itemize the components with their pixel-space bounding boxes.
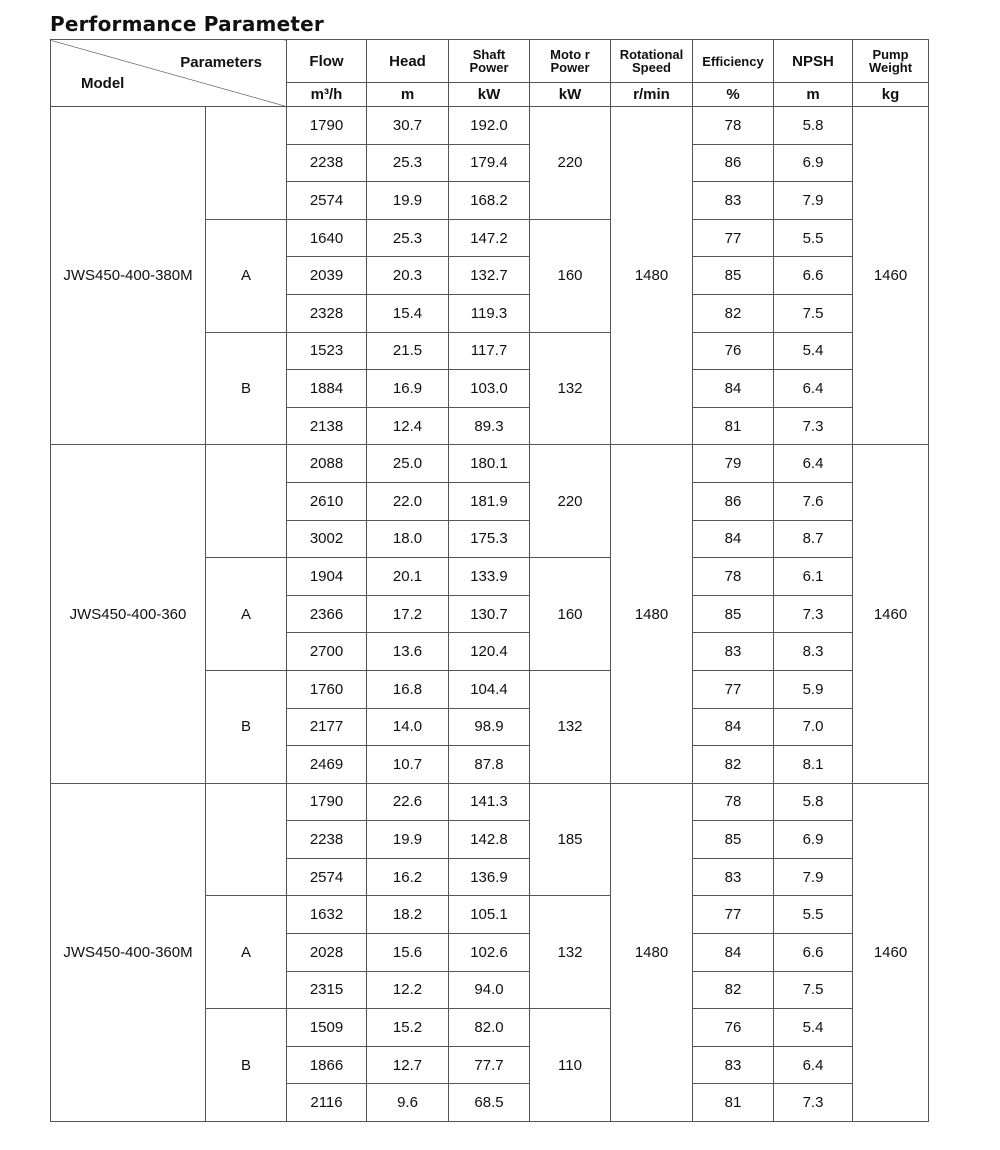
npsh-value: 5.4 [774, 332, 853, 370]
motor-power-value: 132 [530, 896, 611, 1009]
variant-label: B [206, 670, 287, 783]
npsh-value: 6.9 [774, 821, 853, 859]
header-rotational-speed: Rotational Speed [611, 40, 693, 83]
efficiency-value: 82 [693, 971, 774, 1009]
npsh-value: 7.3 [774, 1084, 853, 1122]
npsh-value: 5.5 [774, 219, 853, 257]
shaft-power-value: 104.4 [449, 670, 530, 708]
motor-power-value: 132 [530, 332, 611, 445]
shaft-power-value: 89.3 [449, 407, 530, 445]
head-value: 25.3 [367, 144, 449, 182]
npsh-value: 5.9 [774, 670, 853, 708]
head-value: 20.1 [367, 558, 449, 596]
shaft-power-value: 82.0 [449, 1009, 530, 1047]
flow-value: 2088 [287, 445, 367, 483]
head-value: 12.4 [367, 407, 449, 445]
flow-value: 2028 [287, 934, 367, 972]
npsh-value: 5.4 [774, 1009, 853, 1047]
head-value: 16.9 [367, 370, 449, 408]
head-value: 19.9 [367, 821, 449, 859]
head-value: 14.0 [367, 708, 449, 746]
npsh-value: 6.6 [774, 934, 853, 972]
efficiency-value: 76 [693, 1009, 774, 1047]
efficiency-value: 84 [693, 708, 774, 746]
npsh-value: 7.5 [774, 294, 853, 332]
head-value: 12.2 [367, 971, 449, 1009]
variant-label: A [206, 896, 287, 1009]
shaft-power-value: 175.3 [449, 520, 530, 558]
header-npsh: NPSH [774, 40, 853, 83]
shaft-power-value: 103.0 [449, 370, 530, 408]
npsh-value: 7.9 [774, 182, 853, 220]
head-value: 18.0 [367, 520, 449, 558]
table-row [51, 445, 929, 483]
efficiency-value: 82 [693, 746, 774, 784]
flow-value: 2039 [287, 257, 367, 295]
variant-label [206, 107, 287, 220]
flow-value: 1790 [287, 107, 367, 145]
model-name: JWS450-400-380M [51, 107, 206, 445]
head-value: 16.2 [367, 858, 449, 896]
flow-value: 2315 [287, 971, 367, 1009]
npsh-value: 8.1 [774, 746, 853, 784]
efficiency-value: 78 [693, 107, 774, 145]
head-value: 15.2 [367, 1009, 449, 1047]
npsh-value: 7.3 [774, 407, 853, 445]
flow-value: 2469 [287, 746, 367, 784]
shaft-power-value: 102.6 [449, 934, 530, 972]
efficiency-value: 76 [693, 332, 774, 370]
head-value: 25.3 [367, 219, 449, 257]
npsh-value: 7.3 [774, 595, 853, 633]
npsh-value: 6.1 [774, 558, 853, 596]
motor-power-value: 160 [530, 219, 611, 332]
shaft-power-value: 68.5 [449, 1084, 530, 1122]
head-value: 18.2 [367, 896, 449, 934]
npsh-value: 7.6 [774, 482, 853, 520]
npsh-value: 7.9 [774, 858, 853, 896]
head-value: 25.0 [367, 445, 449, 483]
shaft-power-value: 98.9 [449, 708, 530, 746]
unit-head: m [367, 83, 449, 107]
header-motor-power: Moto r Power [530, 40, 611, 83]
pump-weight-value: 1460 [853, 107, 929, 445]
motor-power-value: 220 [530, 445, 611, 558]
table-row [51, 107, 929, 145]
efficiency-value: 83 [693, 858, 774, 896]
head-value: 22.6 [367, 783, 449, 821]
efficiency-value: 85 [693, 595, 774, 633]
flow-value: 2116 [287, 1084, 367, 1122]
flow-value: 1790 [287, 783, 367, 821]
head-value: 21.5 [367, 332, 449, 370]
flow-value: 2177 [287, 708, 367, 746]
shaft-power-value: 168.2 [449, 182, 530, 220]
npsh-value: 6.9 [774, 144, 853, 182]
efficiency-value: 85 [693, 257, 774, 295]
npsh-value: 6.4 [774, 1046, 853, 1084]
motor-power-value: 160 [530, 558, 611, 671]
variant-label [206, 445, 287, 558]
flow-value: 2138 [287, 407, 367, 445]
variant-label: B [206, 1009, 287, 1122]
head-value: 15.6 [367, 934, 449, 972]
variant-label: A [206, 558, 287, 671]
shaft-power-value: 87.8 [449, 746, 530, 784]
table-row [51, 783, 929, 821]
flow-value: 1523 [287, 332, 367, 370]
npsh-value: 7.0 [774, 708, 853, 746]
pump-weight-value: 1460 [853, 783, 929, 1121]
shaft-power-value: 179.4 [449, 144, 530, 182]
npsh-value: 6.4 [774, 445, 853, 483]
head-value: 10.7 [367, 746, 449, 784]
unit-motor-power: kW [530, 83, 611, 107]
shaft-power-value: 192.0 [449, 107, 530, 145]
efficiency-value: 77 [693, 896, 774, 934]
variant-label [206, 783, 287, 896]
efficiency-value: 77 [693, 219, 774, 257]
flow-value: 2366 [287, 595, 367, 633]
flow-value: 2574 [287, 182, 367, 220]
npsh-value: 5.8 [774, 783, 853, 821]
efficiency-value: 77 [693, 670, 774, 708]
npsh-value: 8.3 [774, 633, 853, 671]
head-value: 9.6 [367, 1084, 449, 1122]
rotational-speed-value: 1480 [611, 783, 693, 1121]
unit-efficiency: % [693, 83, 774, 107]
efficiency-value: 83 [693, 1046, 774, 1084]
flow-value: 1884 [287, 370, 367, 408]
head-value: 17.2 [367, 595, 449, 633]
unit-shaft-power: kW [449, 83, 530, 107]
efficiency-value: 86 [693, 144, 774, 182]
motor-power-value: 185 [530, 783, 611, 896]
shaft-power-value: 77.7 [449, 1046, 530, 1084]
shaft-power-value: 117.7 [449, 332, 530, 370]
efficiency-value: 78 [693, 783, 774, 821]
efficiency-value: 86 [693, 482, 774, 520]
shaft-power-value: 132.7 [449, 257, 530, 295]
pump-weight-value: 1460 [853, 445, 929, 783]
shaft-power-value: 119.3 [449, 294, 530, 332]
variant-label: B [206, 332, 287, 445]
variant-label: A [206, 219, 287, 332]
shaft-power-value: 181.9 [449, 482, 530, 520]
head-value: 19.9 [367, 182, 449, 220]
head-value: 20.3 [367, 257, 449, 295]
header-shaft-power: Shaft Power [449, 40, 530, 83]
shaft-power-value: 94.0 [449, 971, 530, 1009]
npsh-value: 7.5 [774, 971, 853, 1009]
flow-value: 1866 [287, 1046, 367, 1084]
efficiency-value: 81 [693, 1084, 774, 1122]
shaft-power-value: 147.2 [449, 219, 530, 257]
motor-power-value: 110 [530, 1009, 611, 1122]
flow-value: 2574 [287, 858, 367, 896]
head-value: 15.4 [367, 294, 449, 332]
model-name: JWS450-400-360M [51, 783, 206, 1121]
flow-value: 1904 [287, 558, 367, 596]
shaft-power-value: 136.9 [449, 858, 530, 896]
page-title: Performance Parameter [50, 12, 324, 36]
header-efficiency: Efficiency [693, 40, 774, 83]
efficiency-value: 81 [693, 407, 774, 445]
head-value: 12.7 [367, 1046, 449, 1084]
flow-value: 2238 [287, 144, 367, 182]
header-pump-weight: Pump Weight [853, 40, 929, 83]
efficiency-value: 82 [693, 294, 774, 332]
npsh-value: 5.5 [774, 896, 853, 934]
npsh-value: 8.7 [774, 520, 853, 558]
efficiency-value: 78 [693, 558, 774, 596]
rotational-speed-value: 1480 [611, 107, 693, 445]
header-model: Model [81, 75, 125, 92]
shaft-power-value: 180.1 [449, 445, 530, 483]
efficiency-value: 85 [693, 821, 774, 859]
model-name: JWS450-400-360 [51, 445, 206, 783]
header-corner [51, 40, 287, 107]
efficiency-value: 84 [693, 934, 774, 972]
npsh-value: 5.8 [774, 107, 853, 145]
header-parameters: Parameters [180, 54, 262, 71]
head-value: 22.0 [367, 482, 449, 520]
unit-npsh: m [774, 83, 853, 107]
head-value: 30.7 [367, 107, 449, 145]
header-flow: Flow [287, 40, 367, 83]
efficiency-value: 79 [693, 445, 774, 483]
flow-value: 1760 [287, 670, 367, 708]
header-head: Head [367, 40, 449, 83]
unit-rotational-speed: r/min [611, 83, 693, 107]
table-body [51, 107, 929, 1122]
shaft-power-value: 130.7 [449, 595, 530, 633]
efficiency-value: 84 [693, 520, 774, 558]
flow-value: 2328 [287, 294, 367, 332]
rotational-speed-value: 1480 [611, 445, 693, 783]
flow-value: 1632 [287, 896, 367, 934]
shaft-power-value: 105.1 [449, 896, 530, 934]
efficiency-value: 83 [693, 633, 774, 671]
unit-pump-weight: kg [853, 83, 929, 107]
npsh-value: 6.6 [774, 257, 853, 295]
flow-value: 1640 [287, 219, 367, 257]
efficiency-value: 83 [693, 182, 774, 220]
head-value: 13.6 [367, 633, 449, 671]
npsh-value: 6.4 [774, 370, 853, 408]
performance-table [50, 39, 929, 1122]
shaft-power-value: 133.9 [449, 558, 530, 596]
unit-flow: m³/h [287, 83, 367, 107]
efficiency-value: 84 [693, 370, 774, 408]
flow-value: 1509 [287, 1009, 367, 1047]
flow-value: 3002 [287, 520, 367, 558]
shaft-power-value: 120.4 [449, 633, 530, 671]
motor-power-value: 132 [530, 670, 611, 783]
head-value: 16.8 [367, 670, 449, 708]
shaft-power-value: 142.8 [449, 821, 530, 859]
motor-power-value: 220 [530, 107, 611, 220]
flow-value: 2700 [287, 633, 367, 671]
flow-value: 2238 [287, 821, 367, 859]
shaft-power-value: 141.3 [449, 783, 530, 821]
flow-value: 2610 [287, 482, 367, 520]
